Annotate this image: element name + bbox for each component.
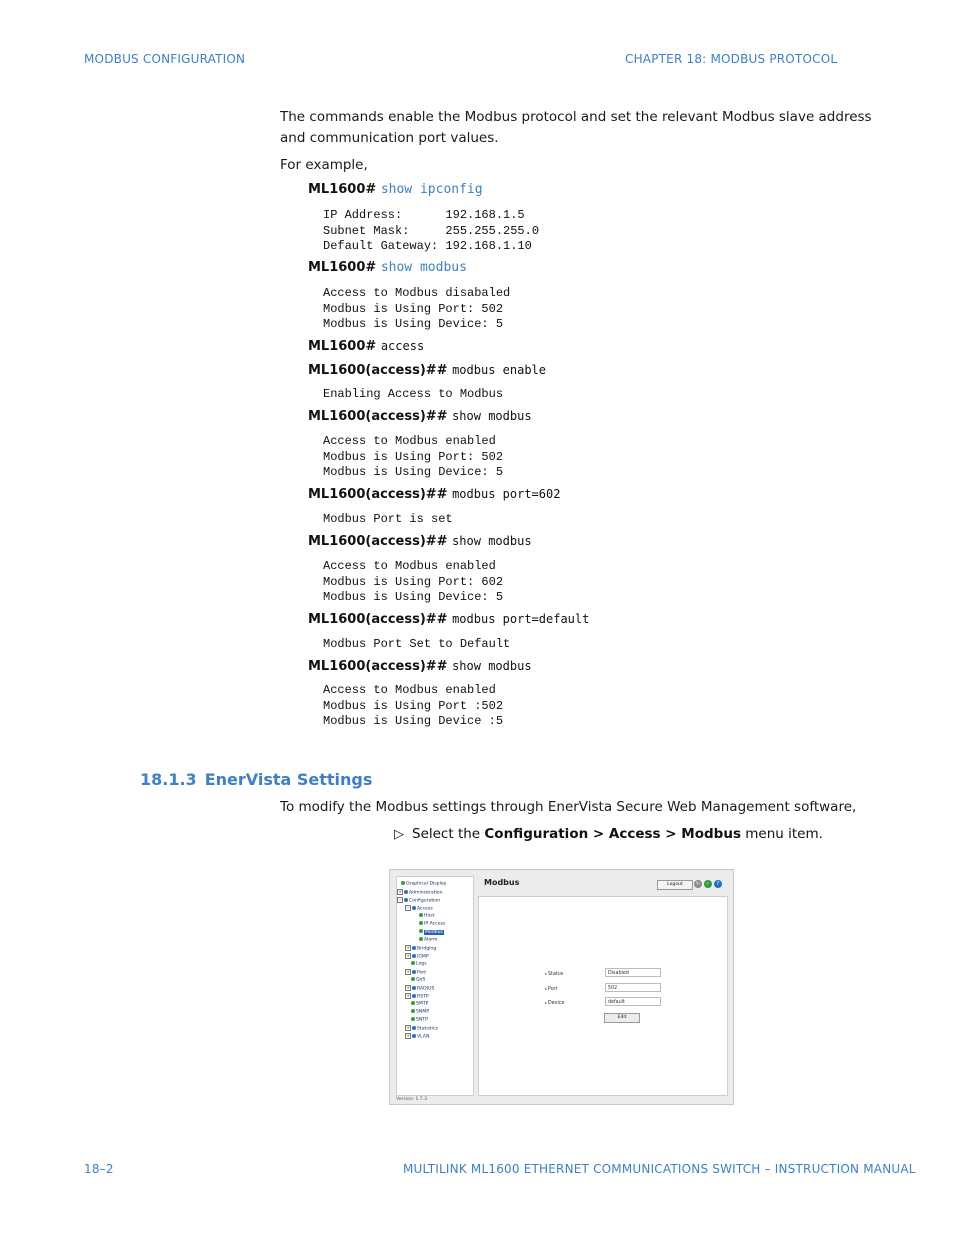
expand-icon[interactable]: +	[406, 969, 410, 974]
bullet-arrow-icon: ▸	[545, 971, 548, 976]
running-header-right: CHAPTER 18: MODBUS PROTOCOL	[625, 52, 838, 66]
tree-item-smtp[interactable]: SMTP	[411, 1001, 428, 1008]
tree-item-qos[interactable]: QoS	[411, 977, 425, 984]
tree-item-bridging[interactable]: + Bridging	[406, 945, 437, 952]
status-dot-icon	[412, 994, 416, 998]
intro-line-1: The commands enable the Modbus protocol and set the relevant Modbus slave address	[280, 109, 872, 125]
edit-button[interactable]: Edit	[604, 1013, 640, 1023]
command-prompt: ML1600(access)##	[308, 363, 448, 378]
command-argument: show modbus	[452, 409, 532, 423]
tree-item-rstp[interactable]: + RSTP	[406, 993, 429, 1000]
section-heading	[140, 770, 372, 789]
tree-item-statistics[interactable]: + Statistics	[406, 1025, 438, 1032]
status-dot-icon	[419, 913, 423, 917]
tree-item-alarm[interactable]: Alarm	[419, 937, 438, 944]
procedure-step	[394, 826, 823, 842]
status-dot-icon	[419, 921, 423, 925]
command-output: Access to Modbus enabled Modbus is Using Port: 602 Modbus is Using Device: 5	[323, 559, 504, 605]
navigation-tree	[396, 876, 474, 1096]
settings-panel	[478, 896, 728, 1096]
status-dot-icon	[412, 1026, 416, 1030]
tree-item-port[interactable]: + Port	[406, 969, 427, 976]
command-output: Enabling Access to Modbus	[323, 387, 504, 401]
running-footer-title: MULTILINK ML1600 ETHERNET COMMUNICATIONS SWITCH – INSTRUCTION MANUAL	[403, 1162, 916, 1176]
help-icon[interactable]: ?	[714, 880, 722, 888]
command-argument: show modbus	[452, 659, 532, 673]
tree-item-access[interactable]: − Access	[406, 905, 433, 912]
command-line	[308, 363, 546, 378]
command-argument: show ipconfig	[380, 182, 483, 197]
command-argument: modbus port=default	[452, 612, 590, 626]
expand-icon[interactable]: +	[406, 1033, 410, 1038]
device-field[interactable]: default	[605, 997, 661, 1006]
command-prompt: ML1600#	[308, 260, 377, 275]
tree-item-host[interactable]: Host	[419, 913, 434, 920]
command-output: Modbus Port Set to Default	[323, 637, 511, 651]
tree-item-snmp[interactable]: SNMP	[411, 1009, 429, 1016]
refresh-icon[interactable]: ↻	[695, 881, 701, 887]
command-line	[308, 659, 532, 674]
expand-icon[interactable]: +	[406, 945, 410, 950]
status-field[interactable]: Disabled	[605, 968, 661, 977]
intro-line-2: and communication port values.	[280, 130, 499, 146]
page-number: 18–2	[84, 1162, 114, 1176]
status-dot-icon	[419, 937, 423, 941]
command-output: IP Address: 192.168.1.5 Subnet Mask: 255.255.255.0 Default Gateway: 192.168.1.10	[323, 208, 540, 254]
step-suffix: menu item.	[740, 826, 823, 842]
expand-icon[interactable]: +	[406, 953, 410, 958]
example-label: For example,	[280, 157, 368, 173]
command-prompt: ML1600(access)##	[308, 409, 448, 424]
command-line	[308, 339, 424, 354]
step-prefix: Select the	[412, 826, 485, 842]
command-argument: show modbus	[380, 260, 467, 275]
bullet-arrow-icon: ▸	[545, 986, 548, 991]
menu-path: Configuration > Access > Modbus	[484, 826, 741, 842]
triangle-bullet-icon: ▷	[394, 827, 404, 842]
status-dot-icon	[401, 881, 405, 885]
tree-item-modbus[interactable]: Modbus	[419, 929, 444, 936]
command-output: Access to Modbus disabaled Modbus is Using Port: 502 Modbus is Using Device: 5	[323, 286, 511, 332]
command-prompt: ML1600(access)##	[308, 612, 448, 627]
tree-item-administration[interactable]: + Administration	[398, 889, 443, 896]
command-argument: modbus port=602	[452, 487, 561, 501]
command-argument: access	[380, 339, 425, 353]
command-prompt: ML1600(access)##	[308, 659, 448, 674]
status-dot-icon	[412, 946, 416, 950]
command-line	[308, 182, 483, 197]
tree-item-ip-access[interactable]: IP Access	[419, 921, 445, 928]
port-field[interactable]: 502	[605, 983, 661, 992]
command-output: Modbus Port is set	[323, 512, 453, 526]
command-prompt: ML1600#	[308, 182, 377, 197]
expand-icon[interactable]: +	[406, 1025, 410, 1030]
command-argument: show modbus	[452, 534, 532, 548]
tree-item-logs[interactable]: Logs	[411, 961, 427, 968]
status-dot-icon	[412, 954, 416, 958]
status-dot-icon	[411, 1009, 415, 1013]
command-line	[308, 260, 467, 275]
status-dot-icon	[411, 1017, 415, 1021]
tree-item-vlan[interactable]: + VLAN	[406, 1033, 430, 1040]
running-header-left: MODBUS CONFIGURATION	[84, 52, 246, 66]
status-dot-icon	[419, 929, 423, 933]
web-ui-screenshot	[389, 869, 734, 1105]
command-prompt: ML1600(access)##	[308, 487, 448, 502]
command-output: Access to Modbus enabled Modbus is Using Port: 502 Modbus is Using Device: 5	[323, 434, 504, 480]
command-line	[308, 534, 532, 549]
section-title: EnerVista Settings	[204, 770, 373, 789]
tree-item-igmp[interactable]: + IGMP	[406, 953, 429, 960]
status-dot-icon	[404, 898, 408, 902]
expand-icon[interactable]: +	[398, 889, 402, 894]
command-prompt: ML1600(access)##	[308, 534, 448, 549]
bullet-arrow-icon: ▸	[545, 1000, 548, 1005]
command-argument: modbus enable	[452, 363, 546, 377]
logout-button[interactable]: Logout	[657, 880, 693, 890]
device-label: ▸Device	[545, 1000, 565, 1006]
status-dot-icon	[404, 890, 408, 894]
status-dot-icon	[412, 1034, 416, 1038]
command-output: Access to Modbus enabled Modbus is Using Port :502 Modbus is Using Device :5	[323, 683, 504, 729]
section-paragraph: To modify the Modbus settings through EnerVista Secure Web Management software,	[280, 799, 857, 815]
tree-item-configuration[interactable]: − Configuration	[398, 897, 441, 904]
status-dot-icon	[412, 970, 416, 974]
command-line	[308, 612, 589, 627]
collapse-icon[interactable]: −	[406, 905, 410, 910]
tree-item-graphical-display[interactable]: Graphical Display	[401, 881, 446, 888]
panel-title: Modbus	[484, 878, 520, 887]
save-check-icon[interactable]: ✓	[705, 881, 711, 887]
intro-paragraph	[280, 107, 872, 149]
status-dot-icon	[411, 977, 415, 981]
expand-icon[interactable]: +	[406, 985, 410, 990]
version-label: Version: 1.7.3	[396, 1097, 427, 1102]
status-dot-icon	[412, 906, 416, 910]
status-dot-icon	[411, 961, 415, 965]
status-dot-icon	[412, 986, 416, 990]
collapse-icon[interactable]: −	[398, 897, 402, 902]
command-line	[308, 409, 532, 424]
section-number: 18.1.3	[140, 770, 197, 789]
tree-item-radius[interactable]: + RADIUS	[406, 985, 435, 992]
command-line	[308, 487, 560, 502]
port-label: ▸Port	[545, 986, 558, 992]
tree-item-sntp[interactable]: SNTP	[411, 1017, 428, 1024]
expand-icon[interactable]: +	[406, 993, 410, 998]
command-prompt: ML1600#	[308, 339, 377, 354]
status-dot-icon	[411, 1001, 415, 1005]
status-label: ▸Status	[545, 971, 564, 977]
